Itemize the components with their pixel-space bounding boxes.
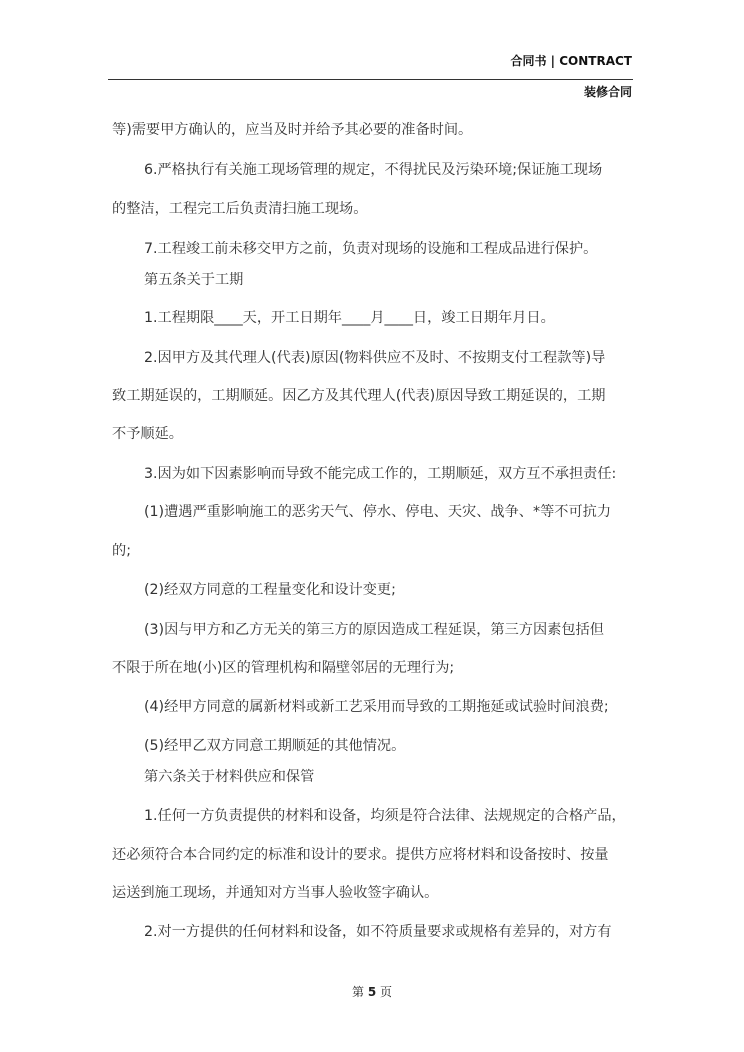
text-line: 不限于所在地(小)区的管理机构和隔壁邻居的无理行为; xyxy=(112,660,455,676)
text-line: 3.因为如下因素影响而导致不能完成工作的，工期顺延，双方互不承担责任: xyxy=(144,466,617,482)
text-line: (2)经双方同意的工程量变化和设计变更; xyxy=(144,582,396,598)
text-line: 1.任何一方负责提供的材料和设备，均须是符合法律、法规规定的合格产品， xyxy=(144,808,626,824)
text-line: 致工期延误的，工期顺延。因乙方及其代理人(代表)原因导致工期延误的，工期 xyxy=(112,388,606,404)
text-line: 运送到施工现场，并通知对方当事人验收签字确认。 xyxy=(112,885,439,901)
text-line: 2.对一方提供的任何材料和设备，如不符质量要求或规格有差异的，对方有 xyxy=(144,924,612,940)
page-footer xyxy=(0,983,744,1000)
header-divider xyxy=(108,79,633,80)
text-line: 等)需要甲方确认的，应当及时并给予其必要的准备时间。 xyxy=(112,122,473,138)
text-line: (5)经甲乙双方同意工期顺延的其他情况。 xyxy=(144,738,406,754)
section-heading: 第五条关于工期 xyxy=(144,272,244,288)
text-line: 还必须符合本合同约定的标准和设计的要求。提供方应将材料和设备按时、按量 xyxy=(112,847,609,863)
section-heading: 第六条关于材料供应和保管 xyxy=(144,769,315,785)
page-label-suffix: 页 xyxy=(380,985,393,999)
text-line: 1.工程期限____天，开工日期年____月____日，竣工日期年月日。 xyxy=(144,310,555,326)
page-label-prefix: 第 xyxy=(351,985,364,999)
text-line: 2.因甲方及其代理人(代表)原因(物料供应不及时、不按期支付工程款等)导 xyxy=(144,350,606,366)
text-line: 6.严格执行有关施工现场管理的规定，不得扰民及污染环境;保证施工现场 xyxy=(144,162,603,178)
text-line: 的; xyxy=(112,543,131,559)
text-line: 不予顺延。 xyxy=(112,426,183,442)
text-line: (3)因与甲方和乙方无关的第三方的原因造成工程延误，第三方因素包括但 xyxy=(144,622,604,638)
text-line: 7.工程竣工前未移交甲方之前，负责对现场的设施和工程成品进行保护。 xyxy=(144,241,598,257)
text-line: (4)经甲方同意的属新材料或新工艺采用而导致的工期拖延或试验时间浪费; xyxy=(144,699,609,715)
text-line: (1)遭遇严重影响施工的恶劣天气、停水、停电、天灾、战争、*等不可抗力 xyxy=(144,504,612,520)
header-subtitle: 装修合同 xyxy=(583,85,632,99)
header-title: 合同书 | CONTRACT xyxy=(510,54,632,68)
page-number: 5 xyxy=(367,985,377,999)
text-line: 的整洁，工程完工后负责清扫施工现场。 xyxy=(112,201,368,217)
